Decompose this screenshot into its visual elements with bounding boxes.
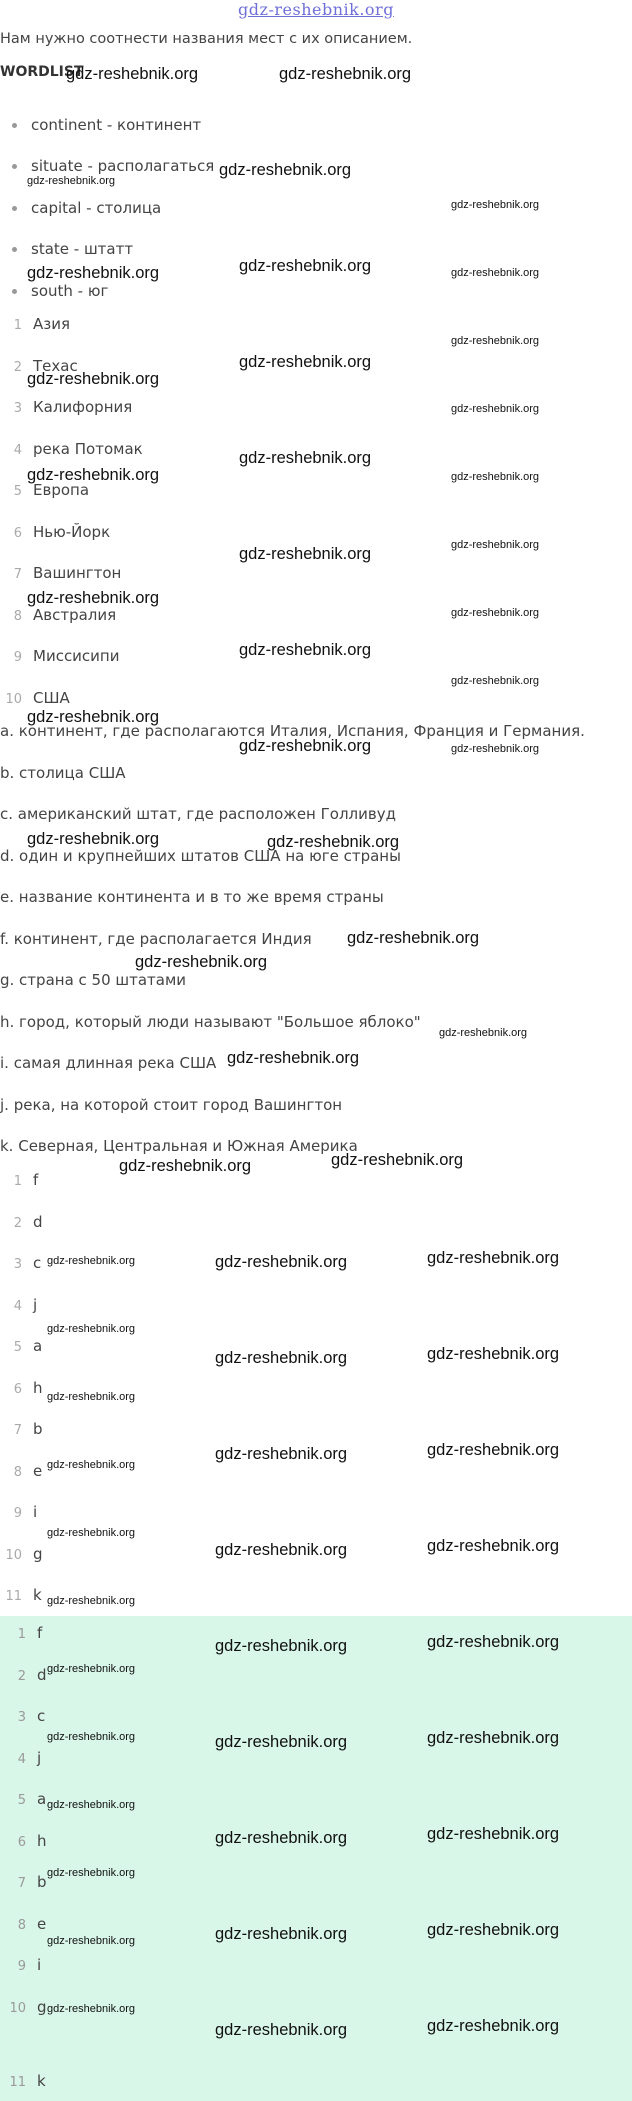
answer-number: 6 <box>17 1835 26 1850</box>
wordlist-item-text: south - юг <box>31 282 109 300</box>
watermark: gdz-reshebnik.org <box>215 1925 348 1943</box>
answer-letter: b <box>33 1420 43 1438</box>
place-name: Вашингтон <box>33 564 122 582</box>
answer-number: 2 <box>13 1216 22 1231</box>
answer-number: 11 <box>5 1589 22 1604</box>
watermark: gdz-reshebnik.org <box>47 1663 136 1675</box>
wordlist-item-text: situate - располагаться <box>31 157 215 175</box>
place-number: 9 <box>13 650 22 665</box>
answer-item <box>0 1379 43 1397</box>
watermark: gdz-reshebnik.org <box>27 175 116 187</box>
answer-item <box>0 1503 37 1521</box>
answer-letter: g <box>37 1998 47 2016</box>
watermark: gdz-reshebnik.org <box>219 161 352 179</box>
answer-item <box>0 1254 41 1272</box>
place-number: 3 <box>13 401 22 416</box>
answer-letter: b <box>37 1873 47 1891</box>
answer-item <box>4 1707 45 1725</box>
answer-number: 9 <box>17 1959 26 1974</box>
watermark: gdz-reshebnik.org <box>451 199 540 211</box>
place-number: 2 <box>13 360 22 375</box>
place-name: Австралия <box>33 606 117 624</box>
description-item: k. Северная, Центральная и Южная Америка <box>0 1137 358 1155</box>
answer-number: 1 <box>13 1174 22 1189</box>
watermark: gdz-reshebnik.org <box>427 1537 560 1555</box>
answer-number: 5 <box>17 1793 26 1808</box>
wordlist-item <box>12 240 133 258</box>
watermark: gdz-reshebnik.org <box>427 1441 560 1459</box>
watermark: gdz-reshebnik.org <box>427 1633 560 1651</box>
watermark: gdz-reshebnik.org <box>47 1935 136 1947</box>
bullet-icon <box>12 289 17 294</box>
watermark: gdz-reshebnik.org <box>215 1349 348 1367</box>
place-number: 8 <box>13 609 22 624</box>
answer-item <box>0 1545 43 1563</box>
watermark: gdz-reshebnik.org <box>451 267 540 279</box>
place-item <box>0 315 70 333</box>
watermark: gdz-reshebnik.org <box>47 1527 136 1539</box>
watermark: gdz-reshebnik.org <box>451 335 540 347</box>
watermark: gdz-reshebnik.org <box>27 830 160 848</box>
answer-item <box>0 1462 42 1480</box>
answer-number: 7 <box>13 1423 22 1438</box>
watermark: gdz-reshebnik.org <box>27 370 160 388</box>
watermark: gdz-reshebnik.org <box>47 1867 136 1879</box>
wordlist-item <box>12 157 214 175</box>
answer-letter: f <box>33 1171 39 1189</box>
wordlist-item-text: continent - континент <box>31 116 202 134</box>
watermark: gdz-reshebnik.org <box>66 65 199 83</box>
answer-letter: k <box>37 2072 46 2090</box>
wordlist-label: WORDLIST <box>0 64 84 80</box>
watermark: gdz-reshebnik.org <box>215 1637 348 1655</box>
answer-letter: a <box>33 1337 43 1355</box>
watermark: gdz-reshebnik.org <box>47 1391 136 1403</box>
instruction-text: Нам нужно соотнести названия мест с их описанием. <box>0 31 413 47</box>
answer-item <box>4 1873 47 1891</box>
answer-item <box>4 1666 47 1684</box>
watermark: gdz-reshebnik.org <box>135 953 268 971</box>
answer-item <box>4 1956 41 1974</box>
answer-letter: h <box>37 1832 47 1850</box>
answer-item <box>4 1832 47 1850</box>
watermark: gdz-reshebnik.org <box>439 1027 528 1039</box>
answer-number: 10 <box>9 2001 26 2016</box>
bullet-icon <box>12 164 17 169</box>
answer-item <box>0 1586 42 1604</box>
place-number: 10 <box>5 692 22 707</box>
watermark: gdz-reshebnik.org <box>427 1825 560 1843</box>
watermark: gdz-reshebnik.org <box>451 403 540 415</box>
description-item: j. река, на которой стоит город Вашингтон <box>0 1096 343 1114</box>
watermark: gdz-reshebnik.org <box>347 929 480 947</box>
watermark: gdz-reshebnik.org <box>47 1799 136 1811</box>
description-item: a. континент, где располагаются Италия, Испания, Франция и Германия. <box>0 722 585 740</box>
answer-number: 8 <box>13 1465 22 1480</box>
place-item <box>0 440 143 458</box>
place-number: 5 <box>13 484 22 499</box>
watermark: gdz-reshebnik.org <box>119 1157 252 1175</box>
watermark: gdz-reshebnik.org <box>27 589 160 607</box>
watermark: gdz-reshebnik.org <box>215 1445 348 1463</box>
answer-number: 3 <box>13 1257 22 1272</box>
description-item: e. название континента и в то же время страны <box>0 888 384 906</box>
wordlist-item <box>12 116 201 134</box>
description-item: d. один и крупнейших штатов США на юге страны <box>0 847 401 865</box>
watermark: gdz-reshebnik.org <box>47 1255 136 1267</box>
watermark: gdz-reshebnik.org <box>279 65 412 83</box>
answer-number: 10 <box>5 1548 22 1563</box>
place-item <box>0 689 70 707</box>
answer-item <box>0 1337 42 1355</box>
watermark: gdz-reshebnik.org <box>239 449 372 467</box>
answer-letter: j <box>33 1296 38 1314</box>
place-number: 1 <box>13 318 22 333</box>
answer-number: 2 <box>17 1669 26 1684</box>
watermark: gdz-reshebnik.org <box>27 264 160 282</box>
answer-number: 3 <box>17 1710 26 1725</box>
watermark: gdz-reshebnik.org <box>47 1459 136 1471</box>
answer-letter: i <box>37 1956 42 1974</box>
answer-number: 7 <box>17 1876 26 1891</box>
place-name: река Потомак <box>33 440 143 458</box>
watermark: gdz-reshebnik.org <box>47 1323 136 1335</box>
answer-item <box>4 2072 46 2090</box>
watermark: gdz-reshebnik.org <box>239 353 372 371</box>
answer-number: 4 <box>13 1299 22 1314</box>
watermark: gdz-reshebnik.org <box>451 471 540 483</box>
answer-item <box>0 1420 43 1438</box>
wordlist-item <box>12 199 161 217</box>
watermark: gdz-reshebnik.org <box>239 545 372 563</box>
answer-letter: k <box>33 1586 42 1604</box>
watermark: gdz-reshebnik.org <box>215 1829 348 1847</box>
watermark: gdz-reshebnik.org <box>215 1733 348 1751</box>
answer-letter: j <box>37 1749 42 1767</box>
description-item: i. самая длинная река США <box>0 1054 217 1072</box>
watermark: gdz-reshebnik.org <box>451 675 540 687</box>
place-name: Европа <box>33 481 90 499</box>
watermark: gdz-reshebnik.org <box>427 2017 560 2035</box>
description-item: h. город, который люди называют "Большое яблоко" <box>0 1013 421 1031</box>
place-name: Нью-Йорк <box>33 523 111 541</box>
watermark: gdz-reshebnik.org <box>27 708 160 726</box>
watermark: gdz-reshebnik.org <box>267 833 400 851</box>
answer-letter: h <box>33 1379 43 1397</box>
answer-item <box>4 1998 47 2016</box>
answer-item <box>4 1749 41 1767</box>
place-number: 4 <box>13 443 22 458</box>
place-name: США <box>33 689 70 707</box>
description-item: g. страна с 50 штатами <box>0 971 187 989</box>
watermark: gdz-reshebnik.org <box>215 2021 348 2039</box>
watermark: gdz-reshebnik.org <box>239 641 372 659</box>
watermark: gdz-reshebnik.org <box>451 539 540 551</box>
description-item: b. столица США <box>0 764 126 782</box>
watermark: gdz-reshebnik.org <box>427 1249 560 1267</box>
answer-letter: g <box>33 1545 43 1563</box>
answer-number: 5 <box>13 1340 22 1355</box>
watermark: gdz-reshebnik.org <box>47 2003 136 2015</box>
answer-number: 11 <box>9 2075 26 2090</box>
place-name: Калифорния <box>33 398 133 416</box>
place-item <box>0 647 119 665</box>
place-item <box>0 606 116 624</box>
answer-letter: d <box>37 1666 47 1684</box>
answer-item <box>0 1213 43 1231</box>
answer-letter: d <box>33 1213 43 1231</box>
answer-item <box>4 1915 46 1933</box>
watermark: gdz-reshebnik.org <box>27 466 160 484</box>
wordlist-item-text: state - штатт <box>31 240 134 258</box>
answer-number: 9 <box>13 1506 22 1521</box>
wordlist-item <box>12 282 108 300</box>
answer-item <box>0 1296 37 1314</box>
answer-letter: e <box>33 1462 43 1480</box>
answer-letter: i <box>33 1503 38 1521</box>
place-name: Техас <box>33 357 78 375</box>
watermark: gdz-reshebnik.org <box>451 743 540 755</box>
answer-letter: c <box>33 1254 42 1272</box>
answer-number: 1 <box>17 1627 26 1642</box>
description-item: c. американский штат, где расположен Голливуд <box>0 805 396 823</box>
watermark: gdz-reshebnik.org <box>215 1541 348 1559</box>
description-item: f. континент, где располагается Индия <box>0 930 312 948</box>
answer-letter: f <box>37 1624 43 1642</box>
place-name: Миссисипи <box>33 647 120 665</box>
bullet-icon <box>12 247 17 252</box>
answer-item <box>0 1171 38 1189</box>
watermark: gdz-reshebnik.org <box>227 1049 360 1067</box>
watermark: gdz-reshebnik.org <box>47 1731 136 1743</box>
place-item <box>0 523 110 541</box>
watermark: gdz-reshebnik.org <box>239 257 372 275</box>
watermark: gdz-reshebnik.org <box>427 1921 560 1939</box>
place-item <box>0 564 121 582</box>
wordlist-item-text: capital - столица <box>31 199 162 217</box>
answer-item <box>4 1624 42 1642</box>
watermark: gdz-reshebnik.org <box>427 1729 560 1747</box>
place-item <box>0 398 132 416</box>
watermark: gdz-reshebnik.org <box>239 737 372 755</box>
bullet-icon <box>12 206 17 211</box>
answer-number: 8 <box>17 1918 26 1933</box>
bullet-icon <box>12 123 17 128</box>
watermark: gdz-reshebnik.org <box>47 1595 136 1607</box>
answer-letter: c <box>37 1707 46 1725</box>
answer-number: 4 <box>17 1752 26 1767</box>
watermark: gdz-reshebnik.org <box>427 1345 560 1363</box>
watermark: gdz-reshebnik.org <box>451 607 540 619</box>
site-title[interactable]: gdz-reshebnik.org <box>238 0 394 19</box>
place-number: 7 <box>13 567 22 582</box>
watermark: gdz-reshebnik.org <box>331 1151 464 1169</box>
place-name: Азия <box>33 315 71 333</box>
answer-number: 6 <box>13 1382 22 1397</box>
watermark: gdz-reshebnik.org <box>215 1253 348 1271</box>
answer-letter: e <box>37 1915 47 1933</box>
answer-letter: a <box>37 1790 47 1808</box>
place-number: 6 <box>13 526 22 541</box>
answer-item <box>4 1790 46 1808</box>
